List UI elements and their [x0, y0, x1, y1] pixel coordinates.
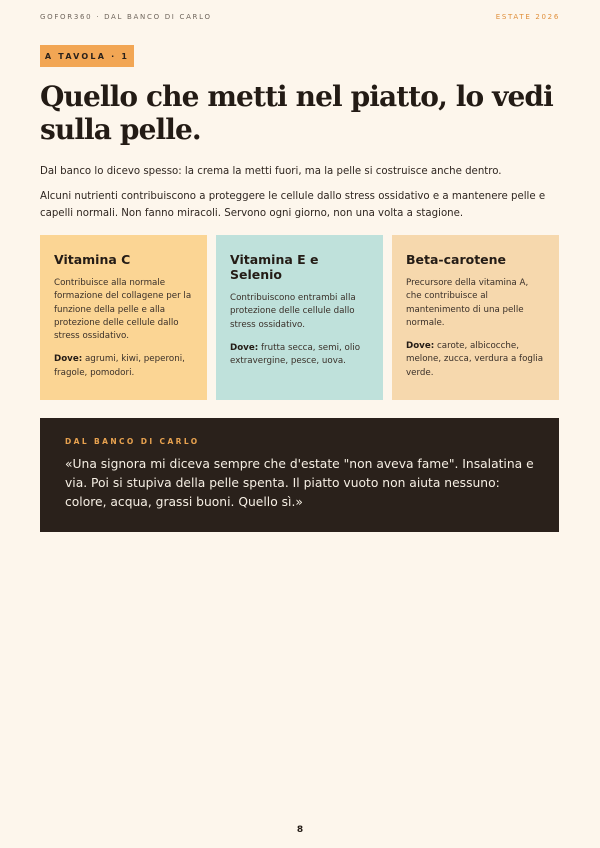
card-where-label: Dove:	[54, 354, 83, 365]
card-vitamina-e-selenio	[216, 235, 383, 400]
card-where-text: agrumi, kiwi, peperoni, fragole, pomodori.	[54, 354, 185, 378]
card-title: Vitamina C	[54, 252, 131, 267]
card-body: Contribuiscono entrambi alla protezione delle cellule dallo stress ossidativo.	[230, 293, 356, 330]
card-where	[406, 340, 545, 380]
card-where-label: Dove:	[406, 341, 435, 352]
card-beta-carotene	[392, 235, 559, 400]
card-body: Contribuisce alla normale formazione del collagene per la funzione della pelle e alla protezione delle cellule dallo stress ossidativo.	[54, 278, 192, 342]
card-where	[54, 353, 193, 380]
page-number: 8	[296, 825, 304, 835]
page-header	[40, 11, 560, 23]
card-where-text: carote, albicocche, melone, zucca, verdura a foglia verde.	[406, 341, 544, 378]
intro-paragraph-1: Dal banco lo dicevo spesso: la crema la metti fuori, ma la pelle si costruisce anche dentro.	[40, 166, 502, 177]
card-where	[230, 342, 369, 369]
quote-box	[40, 418, 559, 532]
card-body: Precursore della vitamina A, che contribuisce al mantenimento di una pelle normale.	[406, 278, 529, 328]
card-title: Beta-carotene	[406, 252, 507, 267]
header-brand: GOFOR360 · DAL BANCO DI CARLO	[40, 13, 212, 21]
header-season: ESTATE 2026	[495, 13, 560, 21]
section-tag: A TAVOLA · 1	[40, 45, 134, 67]
intro-paragraph-2: Alcuni nutrienti contribuiscono a proteggere le cellule dallo stress ossidativo e a mantenere pelle e capelli normali. Non fanno miracoli. Servono ogni giorno, non una volta a stagione.	[40, 191, 546, 219]
card-vitamina-c	[40, 235, 207, 400]
card-where-text: frutta secca, semi, olio extravergine, pesce, uova.	[230, 342, 361, 367]
quote-label: DAL BANCO DI CARLO	[65, 437, 200, 446]
quote-text: «Una signora mi diceva sempre che d'estate "non aveva fame". Insalatina e via. Poi si stupiva della pelle spenta. Il piatto vuoto non aiuta nessuno: colore, acqua, grassi buoni. Quello sì.»	[65, 457, 534, 509]
page-title: Quello che metti nel piatto, lo vedi sulla pelle.	[40, 80, 553, 146]
card-where-label: Dove:	[230, 342, 259, 353]
card-title: Vitamina E e Selenio	[230, 252, 319, 282]
